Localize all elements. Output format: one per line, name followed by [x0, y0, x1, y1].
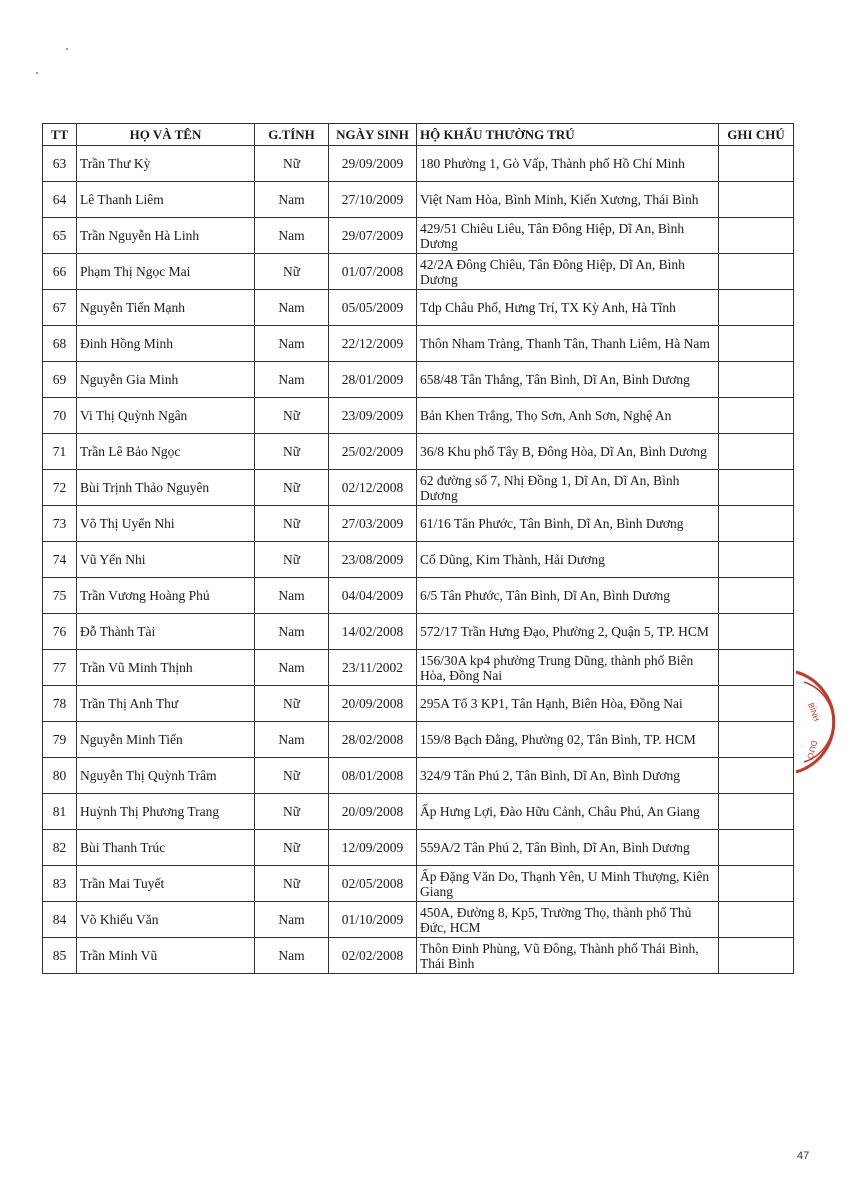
note-cell: [719, 866, 794, 902]
note-cell: [719, 470, 794, 506]
student-name-cell: Phạm Thị Ngọc Mai: [77, 254, 255, 290]
gender-cell: Nữ: [255, 254, 329, 290]
table-row: [43, 614, 794, 650]
table-row: [43, 866, 794, 902]
row-index-cell: 81: [43, 794, 77, 830]
student-name-cell: Võ Thị Uyển Nhi: [77, 506, 255, 542]
table-body: [43, 146, 794, 974]
note-cell: [719, 290, 794, 326]
gender-cell: Nam: [255, 326, 329, 362]
table-row: [43, 542, 794, 578]
note-cell: [719, 830, 794, 866]
birth-date-cell: 01/07/2008: [329, 254, 417, 290]
birth-date-cell: 02/12/2008: [329, 470, 417, 506]
row-index-cell: 75: [43, 578, 77, 614]
home-address-cell: 6/5 Tân Phước, Tân Bình, Dĩ An, Bình Dương: [417, 578, 719, 614]
home-address-cell: 572/17 Trần Hưng Đạo, Phường 2, Quận 5, TP. HCM: [417, 614, 719, 650]
birth-date-cell: 23/11/2002: [329, 650, 417, 686]
header-sex: G.TÍNH: [255, 124, 329, 146]
official-seal-icon: [778, 668, 838, 778]
birth-date-cell: 29/07/2009: [329, 218, 417, 254]
note-cell: [719, 434, 794, 470]
birth-date-cell: 02/05/2008: [329, 866, 417, 902]
note-cell: [719, 506, 794, 542]
note-cell: [719, 398, 794, 434]
note-cell: [719, 794, 794, 830]
student-name-cell: Bùi Trịnh Thảo Nguyên: [77, 470, 255, 506]
birth-date-cell: 05/05/2009: [329, 290, 417, 326]
row-index-cell: 67: [43, 290, 77, 326]
birth-date-cell: 27/10/2009: [329, 182, 417, 218]
gender-cell: Nữ: [255, 470, 329, 506]
birth-date-cell: 20/09/2008: [329, 686, 417, 722]
row-index-cell: 65: [43, 218, 77, 254]
gender-cell: Nữ: [255, 506, 329, 542]
home-address-cell: 62 đường số 7, Nhị Đồng 1, Dĩ An, Dĩ An, Bình Dương: [417, 470, 719, 506]
note-cell: [719, 182, 794, 218]
note-cell: [719, 938, 794, 974]
student-name-cell: Đinh Hồng Minh: [77, 326, 255, 362]
table-row: [43, 146, 794, 182]
table-row: [43, 470, 794, 506]
row-index-cell: 79: [43, 722, 77, 758]
home-address-cell: 559A/2 Tân Phú 2, Tân Bình, Dĩ An, Bình Dương: [417, 830, 719, 866]
table-row: [43, 506, 794, 542]
home-address-cell: 658/48 Tân Thắng, Tân Bình, Dĩ An, Bình Dương: [417, 362, 719, 398]
home-address-cell: 159/8 Bạch Đằng, Phường 02, Tân Bình, TP. HCM: [417, 722, 719, 758]
student-name-cell: Bùi Thanh Trúc: [77, 830, 255, 866]
student-name-cell: Vi Thị Quỳnh Ngân: [77, 398, 255, 434]
table-row: [43, 398, 794, 434]
scan-speck: [66, 48, 68, 50]
row-index-cell: 74: [43, 542, 77, 578]
home-address-cell: 42/2A Đông Chiêu, Tân Đông Hiệp, Dĩ An, Bình Dương: [417, 254, 719, 290]
table-row: [43, 650, 794, 686]
gender-cell: Nam: [255, 722, 329, 758]
note-cell: [719, 326, 794, 362]
home-address-cell: Tdp Châu Phố, Hưng Trí, TX Kỳ Anh, Hà Tĩnh: [417, 290, 719, 326]
student-name-cell: Đỗ Thành Tài: [77, 614, 255, 650]
table-row: [43, 362, 794, 398]
home-address-cell: Thôn Đinh Phùng, Vũ Đông, Thành phố Thái Bình, Thái Bình: [417, 938, 719, 974]
svg-text:DƯƠ: DƯƠ: [805, 739, 819, 761]
home-address-cell: Ấp Hưng Lợi, Đào Hữu Cảnh, Châu Phú, An Giang: [417, 794, 719, 830]
home-address-cell: Cổ Dũng, Kim Thành, Hải Dương: [417, 542, 719, 578]
birth-date-cell: 08/01/2008: [329, 758, 417, 794]
gender-cell: Nam: [255, 218, 329, 254]
gender-cell: Nam: [255, 902, 329, 938]
header-note: GHI CHÚ: [719, 124, 794, 146]
table-row: [43, 938, 794, 974]
gender-cell: Nữ: [255, 398, 329, 434]
home-address-cell: 156/30A kp4 phường Trung Dũng, thành phố Biên Hòa, Đồng Nai: [417, 650, 719, 686]
row-index-cell: 70: [43, 398, 77, 434]
student-name-cell: Nguyễn Tiến Mạnh: [77, 290, 255, 326]
header-address: HỘ KHẨU THƯỜNG TRÚ: [417, 124, 719, 146]
birth-date-cell: 28/01/2009: [329, 362, 417, 398]
birth-date-cell: 20/09/2008: [329, 794, 417, 830]
header-dob: NGÀY SINH: [329, 124, 417, 146]
scan-speck: [36, 72, 38, 74]
student-name-cell: Trần Vương Hoàng Phú: [77, 578, 255, 614]
gender-cell: Nam: [255, 182, 329, 218]
table-row: [43, 254, 794, 290]
student-name-cell: Trần Lê Bảo Ngọc: [77, 434, 255, 470]
table-row: [43, 722, 794, 758]
header-tt: TT: [43, 124, 77, 146]
home-address-cell: Thôn Nham Tràng, Thanh Tân, Thanh Liêm, Hà Nam: [417, 326, 719, 362]
student-name-cell: Trần Thư Kỳ: [77, 146, 255, 182]
table-row: [43, 686, 794, 722]
student-roster-table: [42, 123, 794, 974]
gender-cell: Nam: [255, 614, 329, 650]
table-row: [43, 902, 794, 938]
table-row: [43, 794, 794, 830]
home-address-cell: 36/8 Khu phố Tây B, Đông Hòa, Dĩ An, Bình Dương: [417, 434, 719, 470]
note-cell: [719, 614, 794, 650]
gender-cell: Nam: [255, 578, 329, 614]
student-name-cell: Nguyễn Minh Tiến: [77, 722, 255, 758]
student-name-cell: Vũ Yến Nhi: [77, 542, 255, 578]
row-index-cell: 80: [43, 758, 77, 794]
table-row: [43, 326, 794, 362]
student-name-cell: Trần Vũ Minh Thịnh: [77, 650, 255, 686]
note-cell: [719, 146, 794, 182]
note-cell: [719, 362, 794, 398]
home-address-cell: Bản Khen Trắng, Thọ Sơn, Anh Sơn, Nghệ An: [417, 398, 719, 434]
gender-cell: Nam: [255, 938, 329, 974]
gender-cell: Nữ: [255, 758, 329, 794]
student-name-cell: Nguyễn Thị Quỳnh Trâm: [77, 758, 255, 794]
home-address-cell: 180 Phường 1, Gò Vấp, Thành phố Hồ Chí Minh: [417, 146, 719, 182]
row-index-cell: 69: [43, 362, 77, 398]
gender-cell: Nữ: [255, 830, 329, 866]
birth-date-cell: 01/10/2009: [329, 902, 417, 938]
gender-cell: Nữ: [255, 146, 329, 182]
row-index-cell: 71: [43, 434, 77, 470]
row-index-cell: 68: [43, 326, 77, 362]
birth-date-cell: 04/04/2009: [329, 578, 417, 614]
row-index-cell: 76: [43, 614, 77, 650]
birth-date-cell: 02/02/2008: [329, 938, 417, 974]
note-cell: [719, 254, 794, 290]
home-address-cell: Ấp Đặng Văn Do, Thạnh Yên, U Minh Thượng, Kiên Giang: [417, 866, 719, 902]
gender-cell: Nam: [255, 290, 329, 326]
home-address-cell: 295A Tổ 3 KP1, Tân Hạnh, Biên Hòa, Đồng Nai: [417, 686, 719, 722]
student-name-cell: Huỳnh Thị Phương Trang: [77, 794, 255, 830]
row-index-cell: 63: [43, 146, 77, 182]
header-name: HỌ VÀ TÊN: [77, 124, 255, 146]
gender-cell: Nữ: [255, 434, 329, 470]
gender-cell: Nam: [255, 650, 329, 686]
birth-date-cell: 22/12/2009: [329, 326, 417, 362]
row-index-cell: 82: [43, 830, 77, 866]
gender-cell: Nữ: [255, 794, 329, 830]
home-address-cell: 324/9 Tân Phú 2, Tân Bình, Dĩ An, Bình Dương: [417, 758, 719, 794]
home-address-cell: 450A, Đường 8, Kp5, Trường Thọ, thành phố Thủ Đức, HCM: [417, 902, 719, 938]
birth-date-cell: 23/09/2009: [329, 398, 417, 434]
row-index-cell: 78: [43, 686, 77, 722]
birth-date-cell: 29/09/2009: [329, 146, 417, 182]
student-name-cell: Trần Thị Anh Thư: [77, 686, 255, 722]
student-name-cell: Trần Nguyễn Hà Linh: [77, 218, 255, 254]
row-index-cell: 73: [43, 506, 77, 542]
gender-cell: Nữ: [255, 866, 329, 902]
birth-date-cell: 23/08/2009: [329, 542, 417, 578]
table-row: [43, 290, 794, 326]
note-cell: [719, 542, 794, 578]
table-row: [43, 830, 794, 866]
birth-date-cell: 14/02/2008: [329, 614, 417, 650]
student-name-cell: Võ Khiếu Văn: [77, 902, 255, 938]
gender-cell: Nữ: [255, 686, 329, 722]
birth-date-cell: 28/02/2008: [329, 722, 417, 758]
row-index-cell: 64: [43, 182, 77, 218]
table-header-row: [43, 124, 794, 146]
gender-cell: Nam: [255, 362, 329, 398]
row-index-cell: 83: [43, 866, 77, 902]
table-row: [43, 434, 794, 470]
table-row: [43, 758, 794, 794]
table-row: [43, 182, 794, 218]
note-cell: [719, 578, 794, 614]
page-number: 47: [797, 1150, 810, 1162]
note-cell: [719, 902, 794, 938]
row-index-cell: 84: [43, 902, 77, 938]
home-address-cell: 429/51 Chiêu Liêu, Tân Đông Hiệp, Dĩ An, Bình Dương: [417, 218, 719, 254]
student-name-cell: Trần Minh Vũ: [77, 938, 255, 974]
gender-cell: Nữ: [255, 542, 329, 578]
birth-date-cell: 25/02/2009: [329, 434, 417, 470]
birth-date-cell: 12/09/2009: [329, 830, 417, 866]
home-address-cell: Việt Nam Hòa, Bình Minh, Kiến Xương, Thái Bình: [417, 182, 719, 218]
row-index-cell: 77: [43, 650, 77, 686]
row-index-cell: 66: [43, 254, 77, 290]
row-index-cell: 85: [43, 938, 77, 974]
svg-text:BÌNH: BÌNH: [806, 701, 822, 723]
note-cell: [719, 218, 794, 254]
table-row: [43, 578, 794, 614]
birth-date-cell: 27/03/2009: [329, 506, 417, 542]
student-name-cell: Lê Thanh Liêm: [77, 182, 255, 218]
student-name-cell: Trần Mai Tuyết: [77, 866, 255, 902]
home-address-cell: 61/16 Tân Phước, Tân Bình, Dĩ An, Bình Dương: [417, 506, 719, 542]
row-index-cell: 72: [43, 470, 77, 506]
student-name-cell: Nguyễn Gia Minh: [77, 362, 255, 398]
table-row: [43, 218, 794, 254]
